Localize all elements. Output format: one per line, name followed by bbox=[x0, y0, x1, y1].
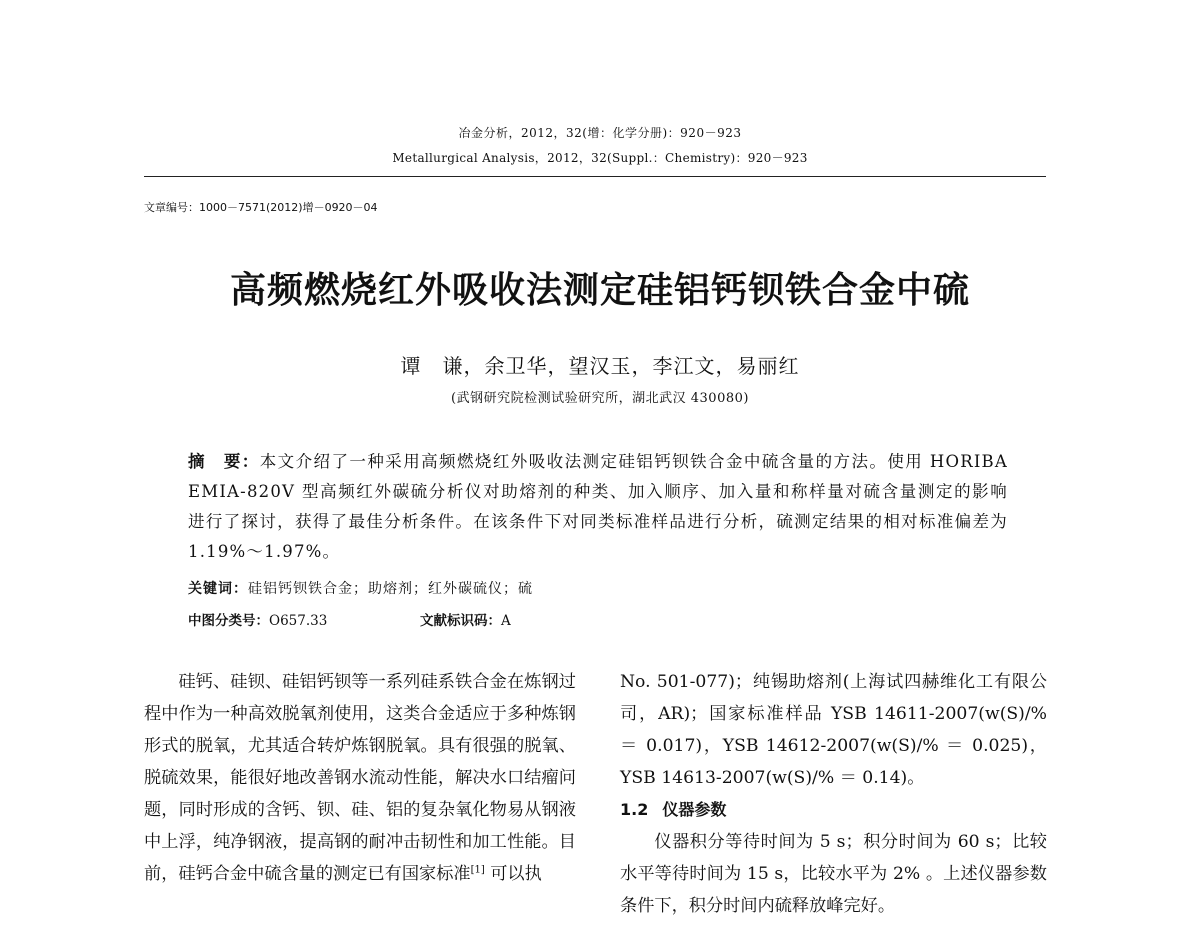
header-rule bbox=[144, 176, 1046, 177]
section-heading bbox=[620, 794, 1047, 826]
keywords-text: 硅铝钙钡铁合金；助熔剂；红外碳硫仪；硫 bbox=[248, 581, 533, 597]
intro-text: 硅钙、硅钡、硅铝钙钡等一系列硅系铁合金在炼钢过程中作为一种高效脱氧剂使用，这类合金适应于多种炼钢形式的脱氧，尤其适合转炉炼钢脱氧。具有很强的脱氧、脱硫效果，能很好地改善钢水流动性能，解决水口结瘤问题，同时形成的含钙、钡、硅、铝的复杂氧化物易从钢液中上浮，纯净钢液，提高钢的耐冲击韧性和加工性能。目前，硅钙合金中硫含量的测定已有国家标准 bbox=[144, 672, 576, 884]
abstract-label: 摘 要： bbox=[188, 452, 260, 471]
citation-ref: [1] bbox=[470, 864, 485, 876]
author-list: 谭 谦，余卫华，望汉玉，李江文，易丽红 bbox=[400, 354, 800, 378]
section-number: 1.2 bbox=[620, 800, 649, 819]
clc-value: O657.33 bbox=[269, 613, 328, 629]
clc-label: 中图分类号： bbox=[188, 613, 269, 629]
body-column-left bbox=[144, 666, 576, 890]
affiliation: (武钢研究院检测试验研究所，湖北武汉 430080) bbox=[451, 391, 749, 406]
article-number: 文章编号：1000－7571(2012)增－0920－04 bbox=[144, 201, 378, 214]
paper-title: 高频燃烧红外吸收法测定硅铝钙钡铁合金中硫 bbox=[229, 270, 970, 311]
journal-header-cn: 冶金分析，2012，32(增：化学分册)：920－923 bbox=[458, 126, 742, 140]
journal-header-en: Metallurgical Analysis，2012，32(Suppl.：Chemistry)：920－923 bbox=[392, 151, 808, 165]
keywords-label: 关键词： bbox=[188, 581, 248, 597]
clc-number bbox=[188, 609, 327, 629]
intro-paragraph bbox=[144, 666, 576, 890]
document-code-label: 文献标识码： bbox=[420, 613, 501, 629]
intro-text-cont: 可以执 bbox=[484, 864, 542, 884]
section-title: 仪器参数 bbox=[662, 800, 727, 819]
abstract-text: 本文介绍了一种采用高频燃烧红外吸收法测定硅铝钙钡铁合金中硫含量的方法。使用 HORIBA EMIA-820V 型高频红外碳硫分析仪对助熔剂的种类、加入顺序、加入量和称样量对硫含量测定的影响进行了探讨，获得了最佳分析条件。在该条件下对同类标准样品进行分析，硫测定结果的相对标准偏差为 1.19%～1.97%。 bbox=[188, 452, 1008, 561]
abstract bbox=[188, 447, 1008, 567]
keywords bbox=[188, 578, 533, 598]
document-code bbox=[420, 609, 511, 629]
materials-paragraph: No. 501-077)；纯锡助熔剂(上海试四赫维化工有限公司，AR)；国家标准样品 YSB 14611-2007(w(S)/% ＝ 0.017)，YSB 14612-2007(w(S)/% ＝ 0.025)，YSB 14613-2007(w(S)/% ＝ 0.14)。 bbox=[620, 672, 1047, 788]
params-paragraph: 仪器积分等待时间为 5 s；积分时间为 60 s；比较水平等待时间为 15 s，比较水平为 2% 。上述仪器参数条件下，积分时间内硫释放峰完好。 bbox=[620, 832, 1047, 916]
body-column-right bbox=[620, 666, 1047, 922]
document-code-value: A bbox=[501, 613, 511, 629]
